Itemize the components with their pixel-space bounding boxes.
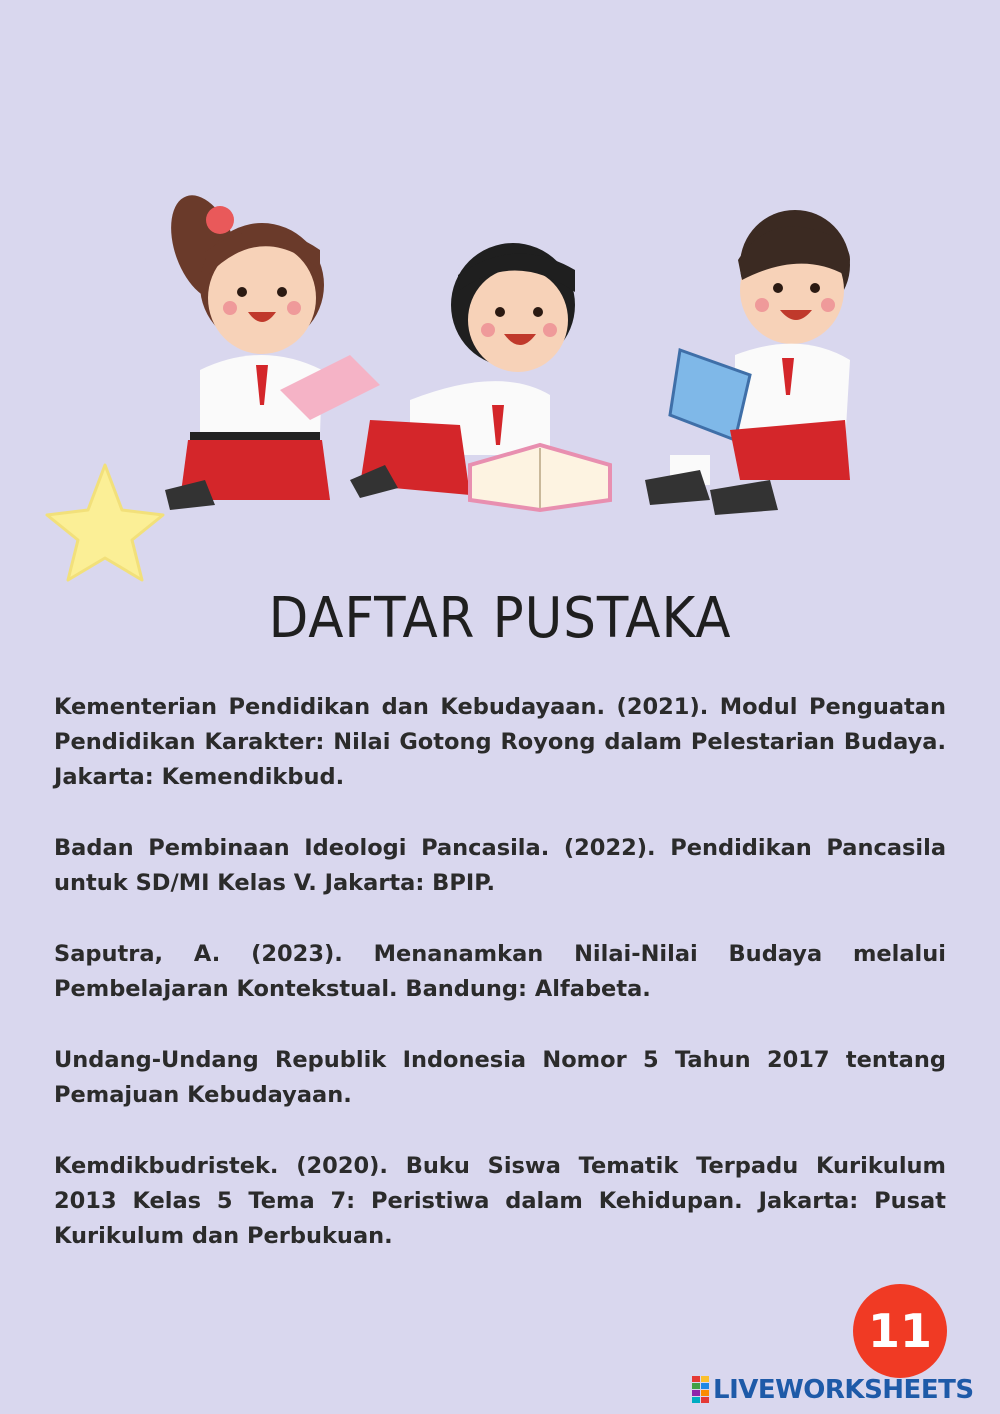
girl-middle-figure bbox=[350, 243, 610, 510]
page-number-badge: 11 bbox=[853, 1284, 947, 1378]
reference-list bbox=[54, 690, 946, 1290]
children-reading-illustration bbox=[30, 180, 930, 600]
reference-item: Kementerian Pendidikan dan Kebudayaan. (2021). Modul Penguatan Pendidikan Karakter: Nilai Gotong Royong dalam Pelestarian Budaya. Jakarta: Kemendikbud. bbox=[54, 694, 946, 790]
girl-left-figure bbox=[158, 186, 380, 510]
reference-item: Undang-Undang Republik Indonesia Nomor 5 Tahun 2017 tentang Pemajuan Kebudayaan. bbox=[54, 1047, 946, 1108]
liveworksheets-watermark bbox=[692, 1373, 974, 1407]
reference-item: Saputra, A. (2023). Menanamkan Nilai-Nilai Budaya melalui Pembelajaran Kontekstual. Bandung: Alfabeta. bbox=[54, 941, 946, 1002]
page-title: DAFTAR PUSTAKA bbox=[268, 585, 732, 651]
reference-item: Badan Pembinaan Ideologi Pancasila. (2022). Pendidikan Pancasila untuk SD/MI Kelas V. Jakarta: BPIP. bbox=[54, 835, 946, 896]
watermark-text: LIVEWORKSHEETS bbox=[713, 1375, 974, 1405]
reference-item: Kemdikbudristek. (2020). Buku Siswa Tematik Terpadu Kurikulum 2013 Kelas 5 Tema 7: Peristiwa dalam Kehidupan. Jakarta: Pusat Kurikulum dan Perbukuan. bbox=[54, 1153, 946, 1249]
liveworksheets-logo-icon bbox=[692, 1376, 710, 1404]
boy-right-figure bbox=[645, 210, 850, 515]
star-icon bbox=[47, 465, 163, 580]
